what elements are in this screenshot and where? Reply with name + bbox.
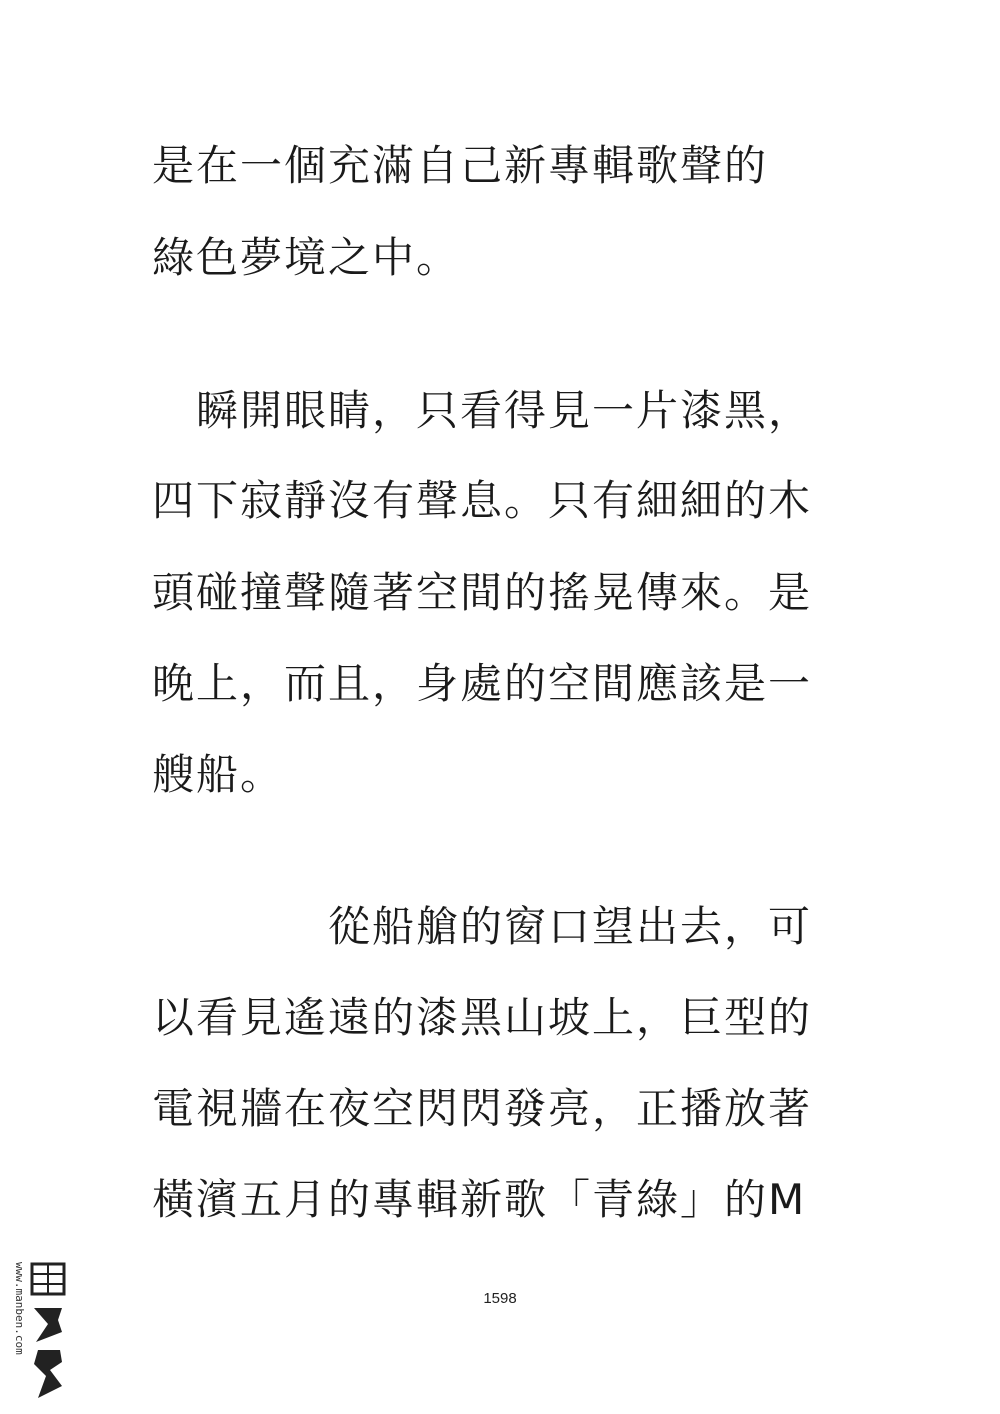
text-line-5: 頭碰撞聲隨著空間的搖晃傳來。是 <box>152 568 813 617</box>
text-line-7: 艘船。 <box>152 750 285 799</box>
text-line-3: 瞬開眼睛，只看得見一片漆黑， <box>152 386 813 435</box>
watermark-logo <box>28 1258 68 1406</box>
text-line-10: 電視牆在夜空閃閃發亮，正播放著 <box>152 1084 813 1133</box>
text-line-2: 綠色夢境之中。 <box>152 233 461 282</box>
watermark-url: www.manben.com <box>13 1262 26 1355</box>
text-line-6: 晚上，而且，身處的空間應該是一 <box>152 659 813 708</box>
page-number: 1598 <box>483 1290 517 1307</box>
text-line-11: 橫濱五月的專輯新歌「青綠」的M <box>152 1175 807 1224</box>
text-line-9: 以看見遙遠的漆黑山坡上，巨型的 <box>152 993 813 1042</box>
text-line-1: 是在一個充滿自己新專輯歌聲的 <box>152 141 769 190</box>
text-line-4: 四下寂靜沒有聲息。只有細細的木 <box>152 476 813 525</box>
text-line-8: 從船艙的窗口望出去，可 <box>152 902 813 951</box>
